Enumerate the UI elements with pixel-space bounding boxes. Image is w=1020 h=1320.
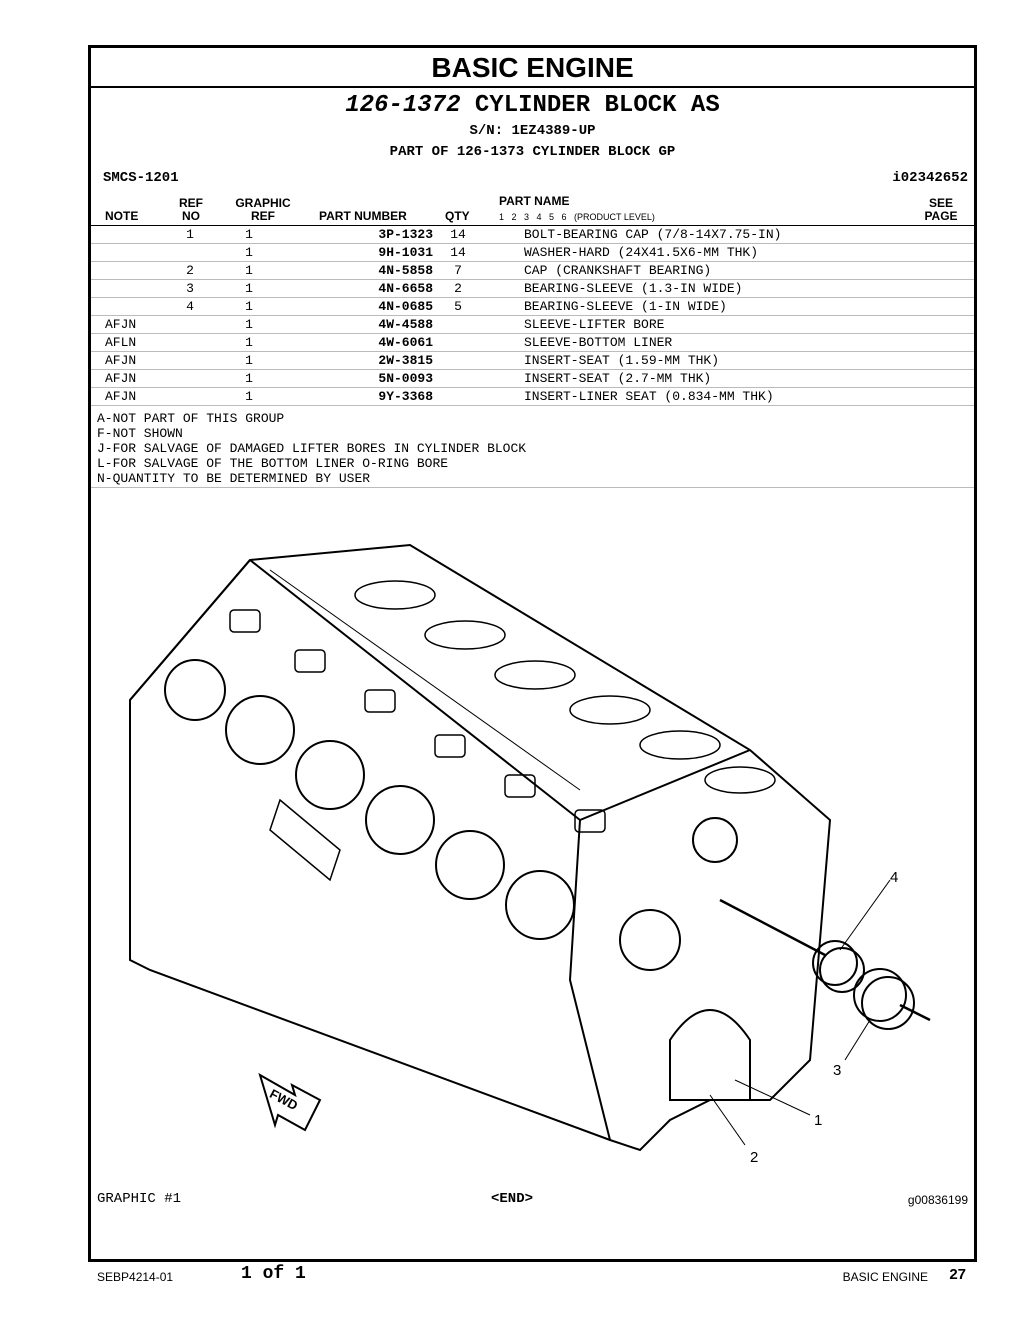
col-graphic-ref-line2: REF xyxy=(251,209,275,223)
table-row xyxy=(91,244,974,262)
leader-line-3 xyxy=(845,1020,870,1060)
sleeve-axis-line xyxy=(720,900,825,955)
row-ref-no: 4 xyxy=(175,298,205,316)
side-cover-pad xyxy=(270,800,340,880)
row-note: AFJN xyxy=(91,370,175,388)
col-ref-no-line1: REF xyxy=(179,196,203,210)
sleeve-axis-line xyxy=(900,1005,930,1020)
block-center-line xyxy=(270,570,580,790)
row-part-number: 4N-6658 xyxy=(293,280,433,298)
row-ref-no: 3 xyxy=(175,280,205,298)
row-graphic-ref: 1 xyxy=(205,334,293,352)
cylinder-block-drawing xyxy=(110,540,950,1180)
row-part-name: INSERT-SEAT (2.7-MM THK) xyxy=(483,370,974,388)
row-qty xyxy=(433,370,483,388)
col-graphic-ref-line1: GRAPHIC xyxy=(235,196,291,210)
row-note xyxy=(91,244,175,262)
col-graphic-ref xyxy=(231,197,295,223)
row-qty: 2 xyxy=(433,280,483,298)
col-part-name: PART NAME xyxy=(499,194,570,208)
block-edge xyxy=(130,560,250,700)
row-note: AFJN xyxy=(91,316,175,334)
table-row xyxy=(91,226,974,244)
document-id: i02342652 xyxy=(892,170,968,186)
row-graphic-ref: 1 xyxy=(205,280,293,298)
leader-line-1 xyxy=(735,1080,810,1115)
assembly-title xyxy=(91,92,974,120)
row-graphic-ref: 1 xyxy=(205,244,293,262)
row-qty: 7 xyxy=(433,262,483,280)
row-graphic-ref: 1 xyxy=(205,370,293,388)
left-bank-bores xyxy=(165,660,574,939)
note-line: L-FOR SALVAGE OF THE BOTTOM LINER O-RING BORE xyxy=(97,456,449,471)
col-part-number: PART NUMBER xyxy=(319,209,407,223)
footer-section: BASIC ENGINE xyxy=(842,1270,928,1284)
fwd-label: FWD xyxy=(267,1086,301,1114)
row-part-name: SLEEVE-LIFTER BORE xyxy=(483,316,974,334)
row-part-number: 4N-5858 xyxy=(293,262,433,280)
row-graphic-ref: 1 xyxy=(205,316,293,334)
note-line: J-FOR SALVAGE OF DAMAGED LIFTER BORES IN CYLINDER BLOCK xyxy=(97,441,527,456)
notes-block xyxy=(97,411,526,486)
row-part-name: CAP (CRANKSHAFT BEARING) xyxy=(483,262,974,280)
row-note xyxy=(91,262,175,280)
graphic-id: g00836199 xyxy=(907,1193,968,1207)
row-graphic-ref: 1 xyxy=(205,298,293,316)
row-note: AFJN xyxy=(91,352,175,370)
row-note xyxy=(91,280,175,298)
end-marker: <END> xyxy=(491,1191,534,1207)
row-note: AFLN xyxy=(91,334,175,352)
row-note: AFJN xyxy=(91,388,175,406)
table-row xyxy=(91,352,974,370)
lifter-pockets xyxy=(230,610,605,832)
footer-page-of: 1 of 1 xyxy=(241,1264,306,1284)
row-part-name: BEARING-SLEEVE (1-IN WIDE) xyxy=(483,298,974,316)
table-row xyxy=(91,262,974,280)
table-row xyxy=(91,298,974,316)
row-qty xyxy=(433,334,483,352)
row-part-number: 9Y-3368 xyxy=(293,388,433,406)
fwd-arrow-icon xyxy=(260,1075,320,1130)
row-part-number: 3P-1323 xyxy=(293,226,433,244)
row-ref-no xyxy=(175,334,205,352)
col-see-page-line2: PAGE xyxy=(924,209,958,223)
row-part-name: WASHER-HARD (24X41.5X6-MM THK) xyxy=(483,244,974,262)
row-part-name: SLEEVE-BOTTOM LINER xyxy=(483,334,974,352)
serial-range: S/N: 1EZ4389-UP xyxy=(469,123,596,139)
footer-page-number: 27 xyxy=(949,1266,966,1283)
row-part-name: BEARING-SLEEVE (1.3-IN WIDE) xyxy=(483,280,974,298)
row-qty xyxy=(433,352,483,370)
graphic-label: GRAPHIC #1 xyxy=(97,1191,182,1207)
part-of-group: PART OF 126-1373 CYLINDER BLOCK GP xyxy=(389,144,676,160)
row-part-number: 4W-4588 xyxy=(293,316,433,334)
row-ref-no xyxy=(175,370,205,388)
leader-line-2 xyxy=(710,1095,745,1145)
row-qty: 14 xyxy=(433,226,483,244)
row-qty xyxy=(433,316,483,334)
col-qty: QTY xyxy=(445,209,470,223)
col-ref-no-line2: NO xyxy=(182,209,200,223)
col-ref-no xyxy=(179,197,203,223)
parts-table xyxy=(91,226,974,406)
assembly-name: CYLINDER BLOCK AS xyxy=(474,92,720,119)
smcs-code: SMCS-1201 xyxy=(103,170,179,186)
row-graphic-ref: 1 xyxy=(205,262,293,280)
leader-line-4 xyxy=(840,880,890,950)
row-note xyxy=(91,298,175,316)
row-ref-no xyxy=(175,352,205,370)
row-ref-no xyxy=(175,244,205,262)
row-graphic-ref: 1 xyxy=(205,352,293,370)
row-part-number: 4W-6061 xyxy=(293,334,433,352)
row-part-name: INSERT-SEAT (1.59-MM THK) xyxy=(483,352,974,370)
callout-1: 1 xyxy=(814,1112,823,1129)
callout-4: 4 xyxy=(890,869,899,886)
table-row xyxy=(91,280,974,298)
row-part-number: 2W-3815 xyxy=(293,352,433,370)
note-line: F-NOT SHOWN xyxy=(97,426,183,441)
row-graphic-ref: 1 xyxy=(205,388,293,406)
row-note xyxy=(91,226,175,244)
table-row xyxy=(91,334,974,352)
note-line: A-NOT PART OF THIS GROUP xyxy=(97,411,285,426)
row-ref-no: 1 xyxy=(175,226,205,244)
block-corner-edge xyxy=(570,820,610,1140)
right-bank-bores xyxy=(355,581,775,793)
footer-doc-number: SEBP4214-01 xyxy=(97,1270,174,1284)
col-product-level: 1 2 3 4 5 6 (PRODUCT LEVEL) xyxy=(499,212,655,222)
row-qty xyxy=(433,388,483,406)
row-graphic-ref: 1 xyxy=(205,226,293,244)
row-ref-no xyxy=(175,316,205,334)
section-title: BASIC ENGINE xyxy=(91,48,974,88)
main-bearing-opening xyxy=(670,1010,750,1100)
parts-table-header xyxy=(91,194,974,226)
col-see-page xyxy=(924,197,958,223)
callout-3: 3 xyxy=(833,1062,842,1079)
callout-2: 2 xyxy=(750,1149,759,1166)
col-note: NOTE xyxy=(105,209,139,223)
assembly-number: 126-1372 xyxy=(345,92,461,119)
row-qty: 14 xyxy=(433,244,483,262)
table-row xyxy=(91,370,974,388)
row-part-name: BOLT-BEARING CAP (7/8-14X7.75-IN) xyxy=(483,226,974,244)
row-part-name: INSERT-LINER SEAT (0.834-MM THK) xyxy=(483,388,974,406)
front-port xyxy=(693,818,737,862)
row-qty: 5 xyxy=(433,298,483,316)
front-bore xyxy=(620,910,680,970)
col-see-page-line1: SEE xyxy=(928,196,953,210)
row-part-number: 4N-0685 xyxy=(293,298,433,316)
table-row xyxy=(91,388,974,406)
row-ref-no: 2 xyxy=(175,262,205,280)
note-line: N-QUANTITY TO BE DETERMINED BY USER xyxy=(97,471,371,486)
table-row xyxy=(91,316,974,334)
row-part-number: 5N-0093 xyxy=(293,370,433,388)
block-outline xyxy=(130,545,830,1150)
row-ref-no xyxy=(175,388,205,406)
row-part-number: 9H-1031 xyxy=(293,244,433,262)
notes-divider xyxy=(91,487,974,488)
